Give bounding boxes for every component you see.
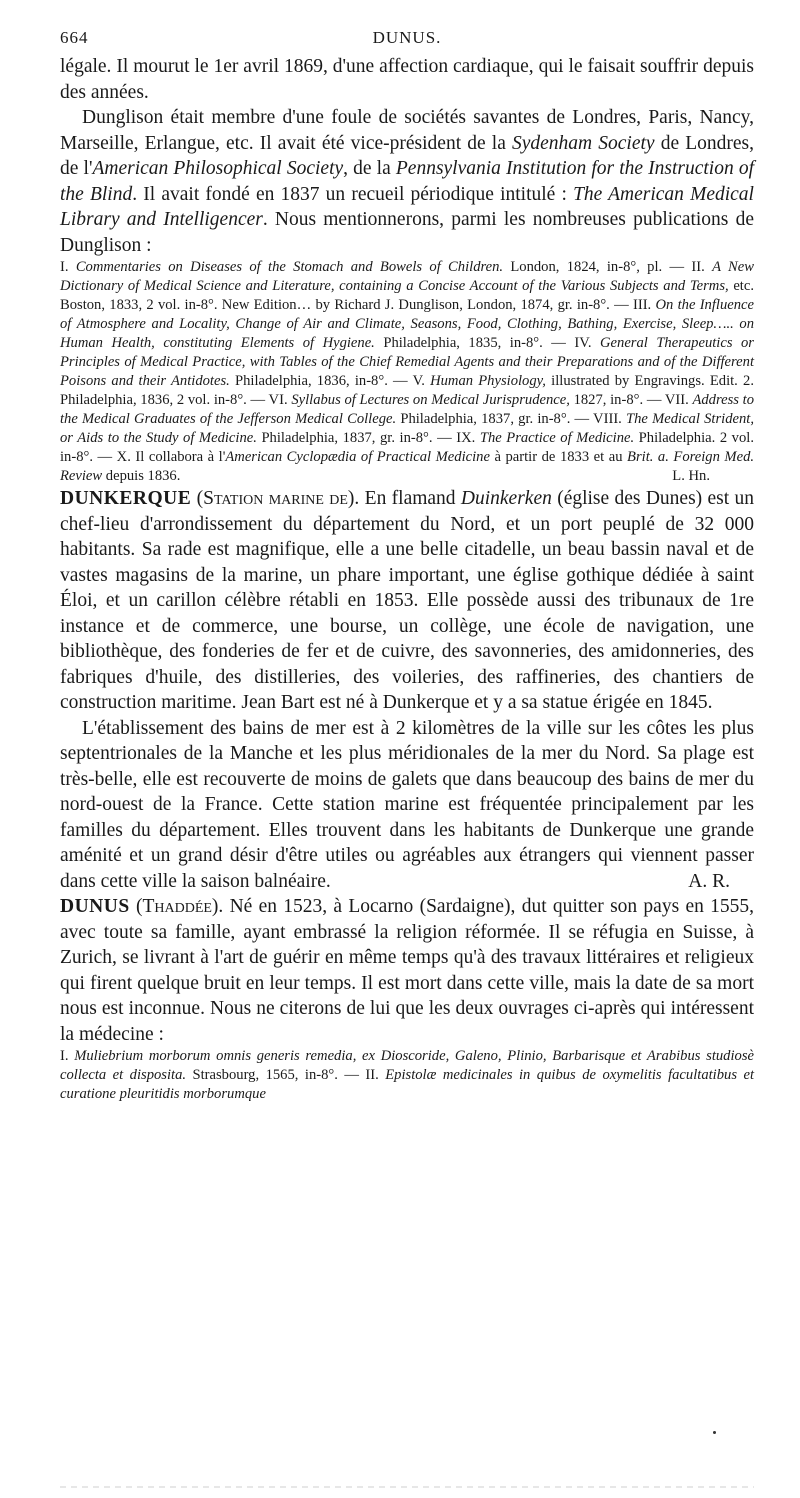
entry-headword: DUNKERQUE — [60, 488, 192, 509]
citation-text: Philadelphia, 1836, in-8°. — V. — [229, 373, 431, 389]
entry-qualifier: (Station marine de). — [196, 488, 360, 509]
text-span: L'établissement des bains de mer est à 2 kilomètres de la ville sur les côtes les plus septentrionales de la Manche et les plus méridionales de la mer du Nord. Sa plage est très-belle, elle est recouverte de moins de galets que dans beaucoup des bains de mer du nord-ouest de la France. Cette station marine est fréquentée principalement par les familles du département. Elles trouvent dans les habitants de Dunkerque une grande aménité et un grand désir d'être utiles ou agréables aux étrangers qui viennent passer dans cette ville la saison balnéaire. — [60, 717, 754, 892]
running-title: DUNUS. — [372, 28, 442, 47]
citation-text: Strasbourg, 1565, in-8°. — II. — [186, 1067, 386, 1083]
work-title: The Practice of Medicine. — [479, 430, 635, 446]
ink-speck — [713, 1431, 716, 1434]
citation-text: etc. Boston, 1833, 2 vol. in-8°. New Edition… by Richard J. Dunglison, London, 1874, gr. in-8°. — III. — [60, 278, 754, 313]
text-span: Né en 1523, à Locarno (Sardaigne), dut quitter son pays en 1555, avec toute sa famille, ayant embrassé la religion réformée. Il se réfugia en Suisse, à Zurich, se livrant à l'art de guérir en même temps qu'à des travaux littéraires et religieux qui firent quelque bruit en leur temps. Il est mort dans cette ville, mais la date de sa mort nous est inconnue. Nous ne citerons de lui que les deux ouvrages ci-après qui intéressent la médecine : — [60, 896, 755, 1045]
text-span: . Il avait fondé en 1837 un recueil périodique intitulé : — [132, 183, 574, 205]
work-title: General Therapeutics or Principles of Medical Practice, with Tables of the Chief Remedial Agents and their Preparations and of the Different Poisons and their Antidotes. — [60, 335, 754, 389]
text-span: Dunglison était membre d'une foule de sociétés savantes de Londres, Paris, Nancy, Marseille, Erlangue, etc. Il avait été vice-président de la — [60, 107, 754, 154]
work-title: Brit. a. Foreign Med. Review — [60, 449, 755, 484]
dunkerque-paragraph-2 — [60, 716, 754, 895]
citation-text: I. — [60, 259, 76, 275]
text-span: . Nous mentionnerons, parmi les nombreuses publications de Dunglison : — [60, 209, 754, 256]
entry-qualifier: (Thaddée). — [135, 896, 224, 917]
work-title: Address to the Medical Graduates of the Jefferson Medical College. — [60, 392, 755, 427]
text-span: En flamand — [359, 488, 461, 509]
citation-text: depuis 1836. — [102, 468, 181, 484]
dunus-paragraph-1 — [60, 894, 754, 1047]
citation-text: I. — [60, 1048, 75, 1064]
work-title: A New Dictionary of Medical Science and Literature, containing a Concise Account of the Various Subjects and Terms, — [60, 259, 754, 294]
journal-title: The American Medical Library and Intelligencer — [60, 183, 754, 230]
citation-text: illustrated by Engravings. Edit. 2. Philadelphia, 1836, 2 vol. in-8°. — VI. — [60, 373, 754, 408]
citation-text: London, 1824, in-8°, pl. — II. — [503, 259, 713, 275]
work-title: American Cyclopædia of Practical Medicine — [225, 449, 490, 465]
work-title: Epistolæ medicinales in quibus de oxymelitis facultatibus et curatione pleuritidis morborumque — [60, 1067, 754, 1102]
entry-headword: DUNUS — [60, 896, 130, 917]
author-signature: A. R. — [688, 870, 730, 892]
dunus-bibliography — [60, 1047, 754, 1104]
citation-text: Philadelphia. 2 vol. in-8°. — X. Il collabora à l' — [60, 430, 754, 465]
work-title: On the Influence of Atmosphere and Locality, Change of Air and Climate, Seasons, Food, Clothing, Bathing, Exercise, Sleep….. on Human Health, constituting Elements of Hygiene. — [60, 297, 754, 351]
author-signature: L. Hn. — [672, 468, 710, 484]
text-span: (église des Dunes) est un chef-lieu d'arrondissement du département du Nord, et un port peuplé de 32 000 habitants. Sa rade est magnifique, elle a une belle citadelle, un beau bassin naval et de vastes magasins de la marine, un phare important, une église gothique dédiée à saint Éloi, et un carillon célèbre rétabli en 1853. Elle possède aussi des tribunaux de 1re instance et de commerce, une bourse, un collège, une école de navigation, une bibliothèque, des fonderies de fer et de cuivre, des savonneries, des amidonneries, des fabriques d'huile, des distilleries, des voileries, des raffineries, des chantiers de construction maritime. Jean Bart est né à Dunkerque et y a sa statue érigée en 1845. — [60, 488, 755, 713]
work-title: The Medical Strident, or Aids to the Study of Medicine. — [60, 411, 754, 446]
text-span: , de la — [343, 158, 396, 179]
work-title: Commentaries on Diseases of the Stomach and Bowels of Children. — [75, 259, 504, 275]
citation-text: 1827, in-8°. — VII. — [569, 392, 693, 408]
citation-text: Philadelphia, 1835, in-8°. — IV. — [374, 335, 600, 351]
dunglison-bibliography — [60, 258, 754, 486]
work-title: Muliebrium morborum omnis generis remedia, ex Dioscoride, Galeno, Plinio, Barbarisque et Arabibus studiosè collecta et disposita. — [60, 1048, 754, 1083]
work-title: Human Physiology, — [430, 373, 546, 389]
citation-text: Philadelphia, 1837, gr. in-8°. — IX. — [256, 430, 480, 446]
dunglison-paragraph-1: légale. Il mourut le 1er avril 1869, d'une affection cardiaque, qui le faisait souffrir depuis des années. — [60, 56, 754, 103]
work-title: Syllabus of Lectures on Medical Jurisprudence, — [291, 392, 570, 408]
page-number: 664 — [60, 28, 89, 47]
society-name: Sydenham Society — [511, 132, 655, 154]
page — [60, 28, 754, 1104]
citation-text: à partir de 1833 et au — [489, 449, 628, 465]
institution-name: Pennsylvania Institution for the Instruction of the Blind — [60, 158, 755, 205]
society-name: American Philosophical Society — [92, 158, 344, 179]
flemish-name: Duinkerken — [460, 488, 552, 509]
text-span: de Londres, de l' — [60, 132, 754, 179]
running-header — [60, 28, 754, 54]
dunglison-paragraph-2 — [60, 105, 754, 258]
show-through-line — [60, 1486, 754, 1488]
citation-text: Philadelphia, 1837, gr. in-8°. — VIII. — [396, 411, 627, 427]
dunkerque-paragraph-1 — [60, 486, 754, 716]
article-body — [60, 54, 754, 1104]
